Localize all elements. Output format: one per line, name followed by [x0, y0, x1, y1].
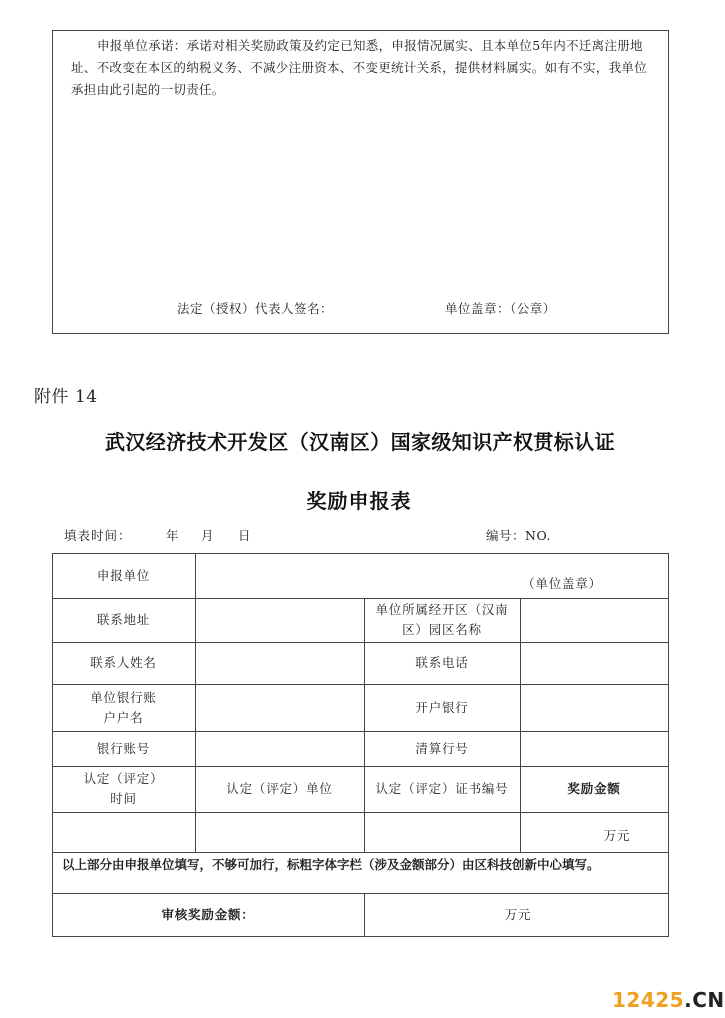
zone-label: 单位所属经开区（汉南区）园区名称: [375, 602, 509, 637]
fill-day: 日: [238, 528, 251, 543]
bank-field[interactable]: [520, 684, 668, 731]
fill-month: 月: [201, 528, 214, 543]
cert-unit-field[interactable]: [195, 812, 364, 852]
phone-label: 联系电话: [415, 655, 469, 670]
site-watermark: [612, 988, 725, 1012]
unit-seal-label: （单位盖章）: [522, 576, 602, 591]
clearing-number-field[interactable]: [520, 731, 668, 766]
cert-time-field[interactable]: [52, 812, 195, 852]
signature-label: 法定（授权）代表人签名：: [177, 301, 334, 316]
audit-amount-label: 审核奖励金额：: [161, 906, 255, 922]
contact-name-field[interactable]: [195, 642, 364, 684]
address-field[interactable]: [195, 598, 364, 642]
audit-amount-unit: 万元: [504, 907, 532, 922]
fill-time-label: 填表时间：: [64, 528, 132, 543]
amount-unit: 万元: [603, 828, 631, 843]
reward-amount-label: 奖励金额: [567, 781, 621, 796]
table-line: [668, 553, 669, 937]
zone-field[interactable]: [520, 598, 668, 642]
address-label: 联系地址: [96, 612, 151, 627]
watermark-domain: .CN: [684, 988, 725, 1012]
applicant-label: 申报单位: [96, 567, 151, 583]
account-number-field[interactable]: [195, 731, 364, 766]
clearing-number-label: 清算行号: [415, 740, 469, 756]
phone-field[interactable]: [520, 642, 668, 684]
page-title: 武汉经济技术开发区（汉南区）国家级知识产权贯标认证: [105, 430, 615, 454]
form-number-label: 编号：NO.: [486, 528, 551, 543]
table-line: [52, 852, 669, 853]
commitment-text: 申报单位承诺：承诺对相关奖励政策及约定已知悉，申报情况属实、且本单位5年内不迁离注册地址、不改变在本区的纳税义务、不减少注册资本、不变更统计关系，提供材料属实。如有不实，我单位承担由此引起的一切责任。: [71, 38, 648, 97]
fill-year: 年: [166, 528, 179, 543]
cert-unit-label: 认定（评定）单位: [226, 781, 333, 796]
commitment-box: [52, 30, 669, 334]
account-number-label: 银行账号: [96, 740, 151, 756]
cert-number-field[interactable]: [364, 812, 520, 852]
form-note: 以上部分由申报单位填写，不够可加行，标粗字体字栏（涉及金额部分）由区科技创新中心填写。: [62, 857, 600, 872]
bank-label: 开户银行: [415, 699, 469, 715]
account-name-label: 单位银行账户户名: [90, 689, 157, 725]
contact-name-label: 联系人姓名: [90, 655, 157, 670]
attachment-label: 附件 14: [34, 387, 98, 407]
application-form: [52, 553, 669, 937]
watermark-number: 12425: [612, 988, 685, 1012]
page-subtitle: 奖励申报表: [306, 489, 412, 513]
cert-number-label: 认定（评定）证书编号: [375, 781, 509, 796]
table-line: [52, 936, 669, 937]
account-name-field[interactable]: [195, 684, 364, 731]
seal-label: 单位盖章：（公章）: [445, 301, 556, 316]
cert-time-label: 认定（评定）时间: [83, 771, 164, 806]
